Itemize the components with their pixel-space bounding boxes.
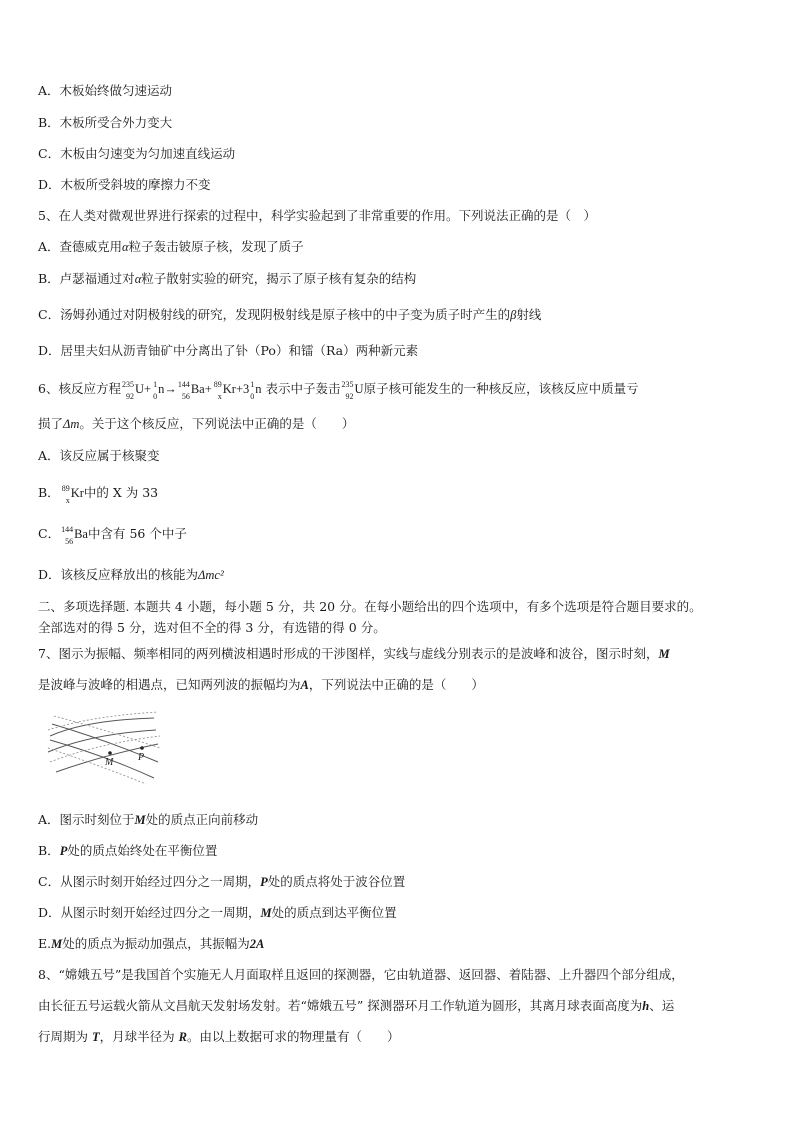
alpha-symbol: α [134, 272, 142, 286]
a-symbol: A [300, 678, 309, 692]
q6-stem-line1 [38, 379, 639, 401]
q7-a-post: 处的质点正向前移动 [145, 812, 259, 827]
q6-stem-pre: 6、核反应方程 [38, 381, 121, 396]
q7-stem2-post: ，下列说法中正确的是（ ） [308, 677, 484, 692]
q7-d-pre: D．从图示时刻开始经过四分之一周期， [38, 905, 261, 920]
q7-stem-line1 [38, 646, 670, 662]
q6-c-pre: C． [38, 526, 61, 541]
q5-c-post: 射线 [516, 307, 542, 322]
q7-b-post: 处的质点始终处在平衡位置 [67, 843, 218, 858]
q7-b-pre: B． [38, 843, 60, 858]
q6-stem-line2 [38, 416, 354, 432]
wave-trough-line [48, 748, 146, 784]
m-symbol: M [658, 647, 670, 661]
q6-option-c [38, 524, 187, 546]
ba-symbol: Ba [190, 382, 205, 396]
q7-c-post: 处的质点将处于波谷位置 [267, 874, 406, 889]
q6-b-post: 中的 X 为 33 [83, 485, 159, 500]
nuclide-ba144: 144 56 [61, 524, 74, 546]
nuclide-u235: 235 92 [341, 379, 354, 401]
q5-stem: 5、在人类对微观世界进行探索的过程中，科学实验起到了非常重要的作用。下列说法正确的是（ ） [38, 208, 596, 223]
section2-line2: 全部选对的得 5 分，选对但不全的得 3 分，有选错的得 0 分。 [38, 620, 386, 635]
n-symbol: n [158, 382, 165, 396]
q4-option-b: B．木板所受合外力变大 [38, 115, 173, 130]
q6-stem2-post: 。关于这个核反应，下列说法中正确的是（ ） [79, 416, 355, 431]
wave-trough-line [54, 716, 160, 748]
n-symbol: n [255, 382, 262, 396]
q5-option-c [38, 307, 541, 323]
u-symbol: U [134, 382, 144, 396]
h-symbol: h [642, 999, 650, 1013]
q6-stem-mid: 表示中子轰击 [265, 381, 341, 396]
delta-m-symbol: Δm [63, 417, 80, 431]
coefficient: 3 [243, 382, 250, 396]
q8-line3-post: 。由以上数据可求的物理量有（ ） [186, 1029, 400, 1044]
plus-sign: + [144, 382, 152, 396]
q4-option-d: D．木板所受斜坡的摩擦力不变 [38, 177, 211, 192]
ba-symbol: Ba [74, 527, 88, 541]
q7-stem1-pre: 7、图示为振幅、频率相同的两列横波相遇时形成的干涉图样，实线与虚线分别表示的是波峰和波谷，图示时刻， [38, 646, 659, 661]
t-symbol: T [91, 1030, 100, 1044]
nuclide-kr89: 89 x [213, 379, 222, 401]
nuclide-neutron: 1 0 [250, 379, 255, 401]
wave-crest-line [50, 718, 154, 736]
amplitude-value: 2A [249, 937, 265, 951]
plus-sign: + [235, 382, 244, 396]
q5-option-a [38, 239, 304, 255]
kr-symbol: Kr [222, 382, 236, 396]
nuclide-kr89: 89 x [61, 483, 70, 505]
q5-c-pre: C．汤姆孙通过对阴极射线的研究，发现阴极射线是原子核中的中子变为质子时产生的 [38, 307, 511, 322]
q7-stem-line2 [38, 677, 484, 693]
q5-a-post: 粒子轰击铍原子核，发现了质子 [128, 239, 304, 254]
q5-b-pre: B．卢瑟福通过对 [38, 271, 135, 286]
r-symbol: R [178, 1030, 187, 1044]
q8-line3-pre: 行周期为 [38, 1029, 92, 1044]
q5-b-post: 粒子散射实验的研究，揭示了原子核有复杂的结构 [141, 271, 417, 286]
label-m: M [105, 757, 114, 768]
nuclide-ba144: 144 56 [177, 379, 190, 401]
q6-b-pre: B． [38, 485, 60, 500]
q5-option-b [38, 271, 416, 287]
q7-d-post: 处的质点到达平衡位置 [271, 905, 397, 920]
q7-e-pre: E. [38, 936, 52, 951]
q8-line2-post: 、运 [649, 998, 675, 1013]
q7-e-post: 处的质点为振动加强点，其振幅为 [62, 936, 250, 951]
q7-option-c [38, 874, 405, 890]
q8-line3-mid: ，月球半径为 [99, 1029, 179, 1044]
q7-option-d [38, 905, 397, 921]
q4-option-c: C．木板由匀速变为匀加速直线运动 [38, 146, 236, 161]
nuclide-u235: 235 92 [121, 379, 134, 401]
q6-option-b [38, 483, 159, 505]
q6-stem-post: 原子核可能发生的一种核反应，该核反应中质量亏 [363, 381, 639, 396]
point-m-dot [108, 751, 112, 755]
q7-option-e [38, 936, 264, 952]
q8-stem-line3 [38, 1029, 399, 1045]
q6-stem2-pre: 损了 [38, 416, 64, 431]
plus-sign: + [204, 382, 212, 396]
arrow-symbol: → [164, 382, 177, 396]
q5-option-d: D．居里夫妇从沥青铀矿中分离出了钋（Po）和镭（Ra）两种新元素 [38, 343, 419, 358]
q5-a-pre: A．查德威克用 [38, 239, 123, 254]
q7-stem2-pre: 是波峰与波峰的相遇点，已知两列波的振幅均为 [38, 677, 301, 692]
p-symbol: P [59, 844, 68, 858]
q8-line2-pre: 由长征五号运载火箭从文昌航天发射场发射。若“嫦娥五号” 探测器环月工作轨道为圆形，其离月球表面高度为 [38, 998, 643, 1013]
q7-option-b [38, 843, 217, 859]
q6-c-post: 中含有 56 个中子 [87, 526, 187, 541]
q4-option-a: A．木板始终做匀速运动 [38, 83, 173, 98]
q6-option-a: A．该反应属于核聚变 [38, 448, 160, 463]
section2-line1: 二、多项选择题. 本题共 4 小题，每小题 5 分，共 20 分。在每小题给出的四个选项中，有多个选项是符合题目要求的。 [38, 599, 702, 614]
kr-symbol: Kr [70, 486, 84, 500]
q7-c-pre: C．从图示时刻开始经过四分之一周期， [38, 874, 261, 889]
point-p-dot [140, 746, 144, 750]
m-symbol: M [260, 906, 272, 920]
q8-stem-line1: 8、“嫦娥五号”是我国首个实施无人月面取样且返回的探测器，它由轨道器、返回器、着陆器、上升器四个部分组成， [38, 967, 684, 982]
label-p: P [138, 752, 145, 763]
q7-a-pre: A．图示时刻位于 [38, 812, 135, 827]
m-symbol: M [51, 937, 63, 951]
u-symbol: U [354, 382, 364, 396]
nuclide-neutron: 1 0 [153, 379, 158, 401]
m-symbol: M [134, 813, 146, 827]
q6-option-d [38, 567, 224, 583]
q6-d-pre: D．该核反应释放出的核能为 [38, 567, 199, 582]
energy-formula: Δmc² [198, 568, 224, 582]
alpha-symbol: α [122, 240, 129, 254]
q8-stem-line2 [38, 998, 674, 1014]
p-symbol: P [260, 875, 268, 889]
interference-figure [46, 710, 164, 784]
q7-option-a [38, 812, 258, 828]
beta-symbol: β [510, 308, 517, 322]
